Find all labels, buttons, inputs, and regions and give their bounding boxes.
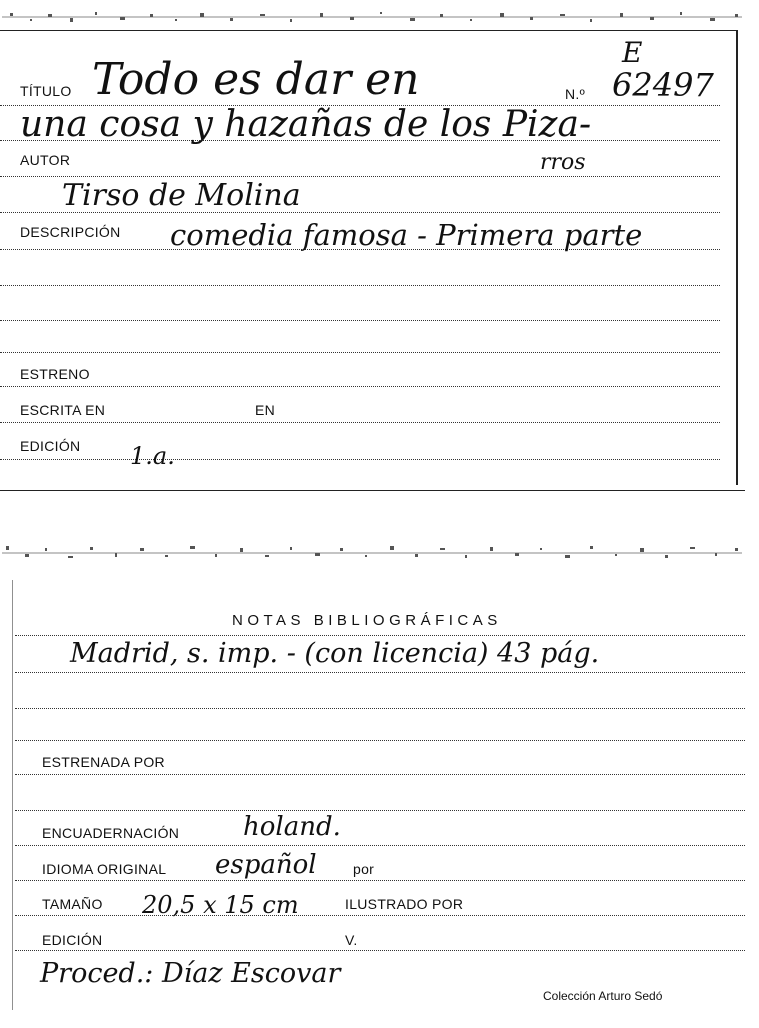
estreno-label: ESTRENO — [20, 366, 90, 382]
notas-value: Madrid, s. imp. - (con licencia) 43 pág. — [70, 638, 600, 669]
number-label: N.º — [565, 86, 586, 102]
catalog-card-bottom — [0, 540, 745, 1028]
autor-value: Tirso de Molina — [62, 178, 301, 213]
titulo-value-line2b: rros — [540, 150, 586, 175]
idioma-value: español — [215, 850, 317, 880]
coleccion-credit: Colección Arturo Sedó — [543, 989, 663, 1003]
ilustrado-por-label: ILUSTRADO POR — [345, 896, 464, 912]
titulo-value-line2: una cosa y hazañas de los Piza- — [20, 104, 592, 145]
card-top-right-edge — [736, 30, 738, 485]
en-label: EN — [255, 402, 276, 418]
estrenada-por-label: ESTRENADA POR — [42, 754, 165, 770]
descripcion-label: DESCRIPCIÓN — [20, 224, 121, 240]
edicion-label-bottom: EDICIÓN — [42, 932, 103, 948]
card-top-speckled-edge — [0, 10, 745, 30]
encuadernacion-label: ENCUADERNACIÓN — [42, 825, 180, 841]
edicion-value: 1.a. — [130, 442, 175, 470]
idioma-original-label: IDIOMA ORIGINAL — [42, 861, 167, 877]
por-label: por — [353, 861, 375, 877]
escrita-en-label: ESCRITA EN — [20, 402, 106, 418]
card-bottom-speckled-edge — [0, 542, 745, 566]
proced-value: Proced.: Díaz Escovar — [40, 958, 341, 989]
tamano-label: TAMAÑO — [42, 896, 103, 912]
catalog-card-top — [0, 0, 745, 495]
tamano-value: 20,5 x 15 cm — [142, 891, 299, 919]
encuadernacion-value: holand. — [243, 812, 341, 842]
titulo-value-line1: Todo es dar en — [92, 54, 420, 105]
catalog-number: 62497 — [612, 66, 714, 104]
card-top-bottom-edge — [0, 490, 745, 491]
v-label: V. — [345, 932, 358, 948]
edicion-label: EDICIÓN — [20, 438, 81, 454]
card-top-border — [0, 30, 738, 31]
series-letter: E — [622, 36, 643, 69]
autor-label: AUTOR — [20, 152, 71, 168]
card-bottom-left-edge — [12, 580, 13, 1010]
titulo-label: TÍTULO — [20, 83, 72, 99]
descripcion-value: comedia famosa - Primera parte — [170, 218, 643, 252]
notas-bibliograficas-heading: NOTAS BIBLIOGRÁFICAS — [232, 612, 502, 629]
